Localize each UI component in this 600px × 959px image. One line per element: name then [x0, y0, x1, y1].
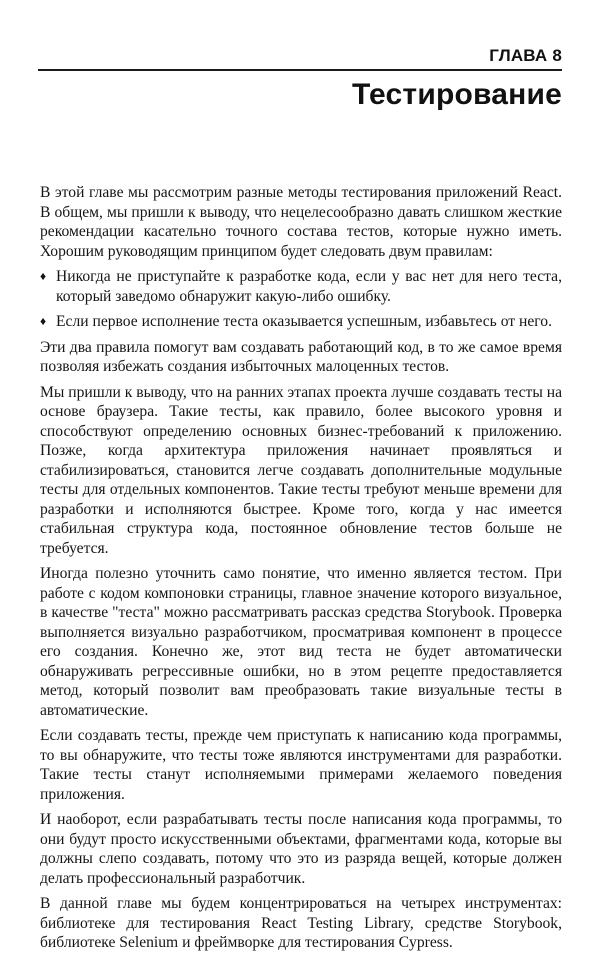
body-paragraph: Мы пришли к выводу, что на ранних этапах проекта лучше создавать тесты на основе браузера. Такие тесты, как правило, более высокого уровня и способствуют определению основных бизнес-требований к приложению. Позже, когда архитектура приложения начинает проявляться и стабилизироваться, становится легче создавать дополнительные модульные тесты для отдельных компонентов. Такие тесты требуют меньше времени для разработки и исполняются быстрее. Кроме того, когда у нас имеется стабильная структура кода, постоянное обновление тестов больше не требуется. [40, 383, 562, 557]
chapter-body [40, 183, 562, 959]
rule-text: Никогда не приступайте к разработке кода, если у вас нет для него теста, который заведомо обнаружит какую-либо ошибку. [56, 268, 562, 305]
chapter-title: Тестирование [352, 78, 562, 111]
body-paragraph: Эти два правила помогут вам создавать работающий код, в то же самое время позволяя избежать создания избыточных малоценных тестов. [40, 338, 562, 375]
header-rule [38, 69, 562, 71]
diamond-bullet-icon: ♦ [40, 269, 47, 283]
chapter-label: ГЛАВА 8 [489, 46, 562, 65]
rule-text: Если первое исполнение теста оказывается успешным, избавьтесь от него. [56, 313, 552, 330]
rule-item [40, 312, 562, 332]
body-paragraph: И наоборот, если разрабатывать тесты после написания кода программы, то они будут просто искусственными объектами, фрагментами кода, которые вы должны слепо создавать, потому что это из разряда вещей, которые должен делать профессиональный разработчик. [40, 811, 562, 887]
body-paragraph: В данной главе мы будем концентрироваться на четырех инструментах: библиотеке для тестирования React Testing Library, средстве Storybook, библиотеке Selenium и фреймворке для тестирования Cypress. [40, 895, 562, 951]
rules-list [40, 267, 562, 332]
intro-paragraph: В этой главе мы рассмотрим разные методы тестирования приложений React. В общем, мы пришли к выводу, что нецелесообразно давать слишком жесткие рекомендации касательно точного состава тестов, которые нужно иметь. Хорошим руководящим принципом будет следовать двум правилам: [40, 184, 562, 260]
diamond-bullet-icon: ♦ [40, 314, 47, 328]
body-paragraph: Иногда полезно уточнить само понятие, что именно является тестом. При работе с кодом компоновки страницы, главное значение которого визуальное, в качестве "теста" можно рассматривать рассказ средства Storybook. Проверка выполняется визуально разработчиком, просматривая компонент в процессе его создания. Конечно же, этот вид теста не будет автоматически обнаруживать регрессивные ошибки, но в этом рецепте предоставляется метод, который позволит вам преобразовать такие визуальные тесты в автоматические. [40, 565, 562, 719]
rule-item [40, 267, 562, 306]
body-paragraph: Если создавать тесты, прежде чем приступать к написанию кода программы, то вы обнаружите, что тесты тоже являются инструментами для разработки. Такие тесты станут исполняемыми примерами желаемого поведения приложения. [40, 727, 562, 803]
